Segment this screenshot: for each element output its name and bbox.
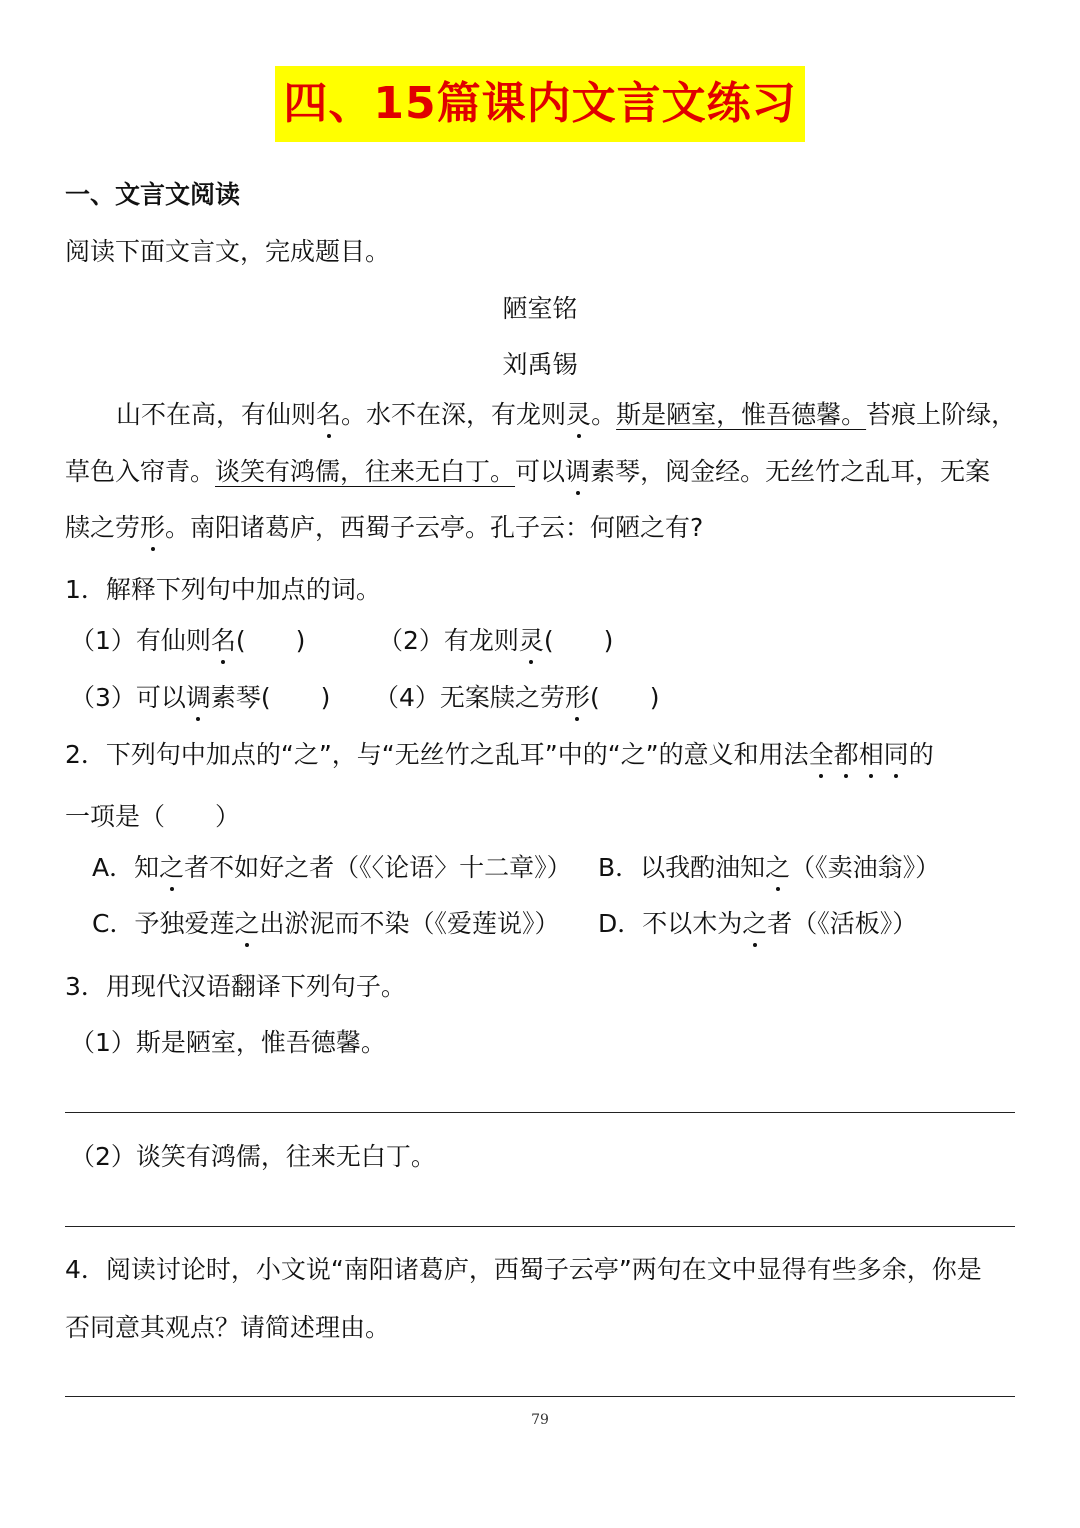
q3-sentence-1: （1）斯是陋室，惟吾德馨。 [70, 1028, 386, 1057]
dotted-word: 相 [859, 738, 884, 772]
dotted-word: 调 [186, 681, 211, 715]
q1-item-2 [378, 624, 978, 658]
dotted-word: 灵 [519, 624, 544, 658]
option-text: （《卖油翁》） [790, 853, 941, 882]
dotted-word: 之 [159, 851, 184, 885]
dotted-word: 形 [140, 511, 165, 545]
option-text: 者（《活板》） [767, 909, 918, 938]
answer-blank: ( ) [589, 683, 660, 712]
dotted-word: 调 [565, 455, 590, 489]
title-wrap [0, 66, 1080, 142]
poem-title: 陋室铭 [502, 294, 578, 323]
q2-stem-line2: 一项是（ ） [65, 802, 241, 831]
stem-text: 的 [908, 740, 934, 769]
poem-text: 牍之劳 [65, 513, 141, 542]
item-text: （3）可以 [70, 683, 186, 712]
option-text: 出淤泥而不染（《爱莲说》） [259, 909, 560, 938]
poem-author: 刘禹锡 [502, 350, 578, 379]
item-text: （2）有龙则 [378, 626, 519, 655]
dotted-word: 名 [211, 624, 236, 658]
dotted-word: 之 [742, 907, 767, 941]
answer-blank: 素琴( ) [210, 683, 331, 712]
option-text: C．予独爱莲 [92, 909, 235, 938]
answer-line [65, 1226, 1015, 1227]
answer-blank: ( ) [235, 626, 306, 655]
dotted-word: 全 [809, 738, 834, 772]
q2-stem [65, 738, 1025, 772]
option-text: B．以我酌油知 [598, 853, 766, 882]
page-number: 79 [531, 1412, 549, 1428]
q4-line-2: 否同意其观点？请简述理由。 [65, 1313, 391, 1342]
poem-line-2 [65, 455, 1025, 489]
q1-item-4 [374, 681, 974, 715]
instruction: 阅读下面文言文，完成题目。 [65, 237, 391, 266]
answer-blank: ( ) [543, 626, 614, 655]
poem-text: 。南阳诸葛庐，西蜀子云亭。孔子云：何陋之有? [165, 513, 704, 542]
underlined-sentence: 斯是陋室，惟吾德馨。 [616, 400, 867, 429]
q3-sentence-2: （2）谈笑有鸿儒，往来无白丁。 [70, 1142, 436, 1171]
dotted-word: 灵 [566, 398, 591, 432]
poem-line-3 [65, 511, 1025, 545]
option-text: A．知 [92, 853, 160, 882]
q2-option-d [598, 907, 1018, 941]
item-text: （1）有仙则 [70, 626, 211, 655]
q4-line-1: 4．阅读讨论时，小文说“南阳诸葛庐，西蜀子云亭”两句在文中显得有些多余，你是 [65, 1255, 982, 1284]
poem-text: 苔痕上阶绿， [866, 400, 1017, 429]
answer-line [65, 1112, 1015, 1113]
dotted-word: 都 [834, 738, 859, 772]
underlined-sentence: 谈笑有鸿儒，往来无白丁。 [215, 457, 516, 486]
stem-text: 2．下列句中加点的“之”，与“无丝竹之乱耳”中的“之”的意义和用法 [65, 740, 809, 769]
page-title: 四、15篇课内文言文练习 [275, 66, 804, 142]
q3-stem: 3．用现代汉语翻译下列句子。 [65, 972, 406, 1001]
poem-text: 。 [591, 400, 617, 429]
dotted-word: 形 [565, 681, 590, 715]
item-text: （4）无案牍之劳 [374, 683, 565, 712]
poem-text: 。水不在深，有龙则 [341, 400, 567, 429]
q2-option-b [598, 851, 1018, 885]
q1-stem: 1．解释下列句中加点的词。 [65, 575, 381, 604]
poem-text: 素琴，阅金经。无丝竹之乱耳，无案 [590, 457, 991, 486]
section-heading: 一、文言文阅读 [65, 180, 241, 209]
dotted-word: 之 [765, 851, 790, 885]
poem-line-1 [116, 398, 1026, 432]
dotted-word: 名 [316, 398, 341, 432]
poem-text: 草色入帘青。 [65, 457, 216, 486]
answer-line [65, 1396, 1015, 1397]
poem-text: 可以 [515, 457, 566, 486]
dotted-word: 同 [884, 738, 909, 772]
option-text: D．不以木为 [598, 909, 743, 938]
dotted-word: 之 [234, 907, 259, 941]
poem-text: 山不在高，有仙则 [116, 400, 317, 429]
option-text: 者不如好之者（《〈论语〉十二章》） [184, 853, 572, 882]
